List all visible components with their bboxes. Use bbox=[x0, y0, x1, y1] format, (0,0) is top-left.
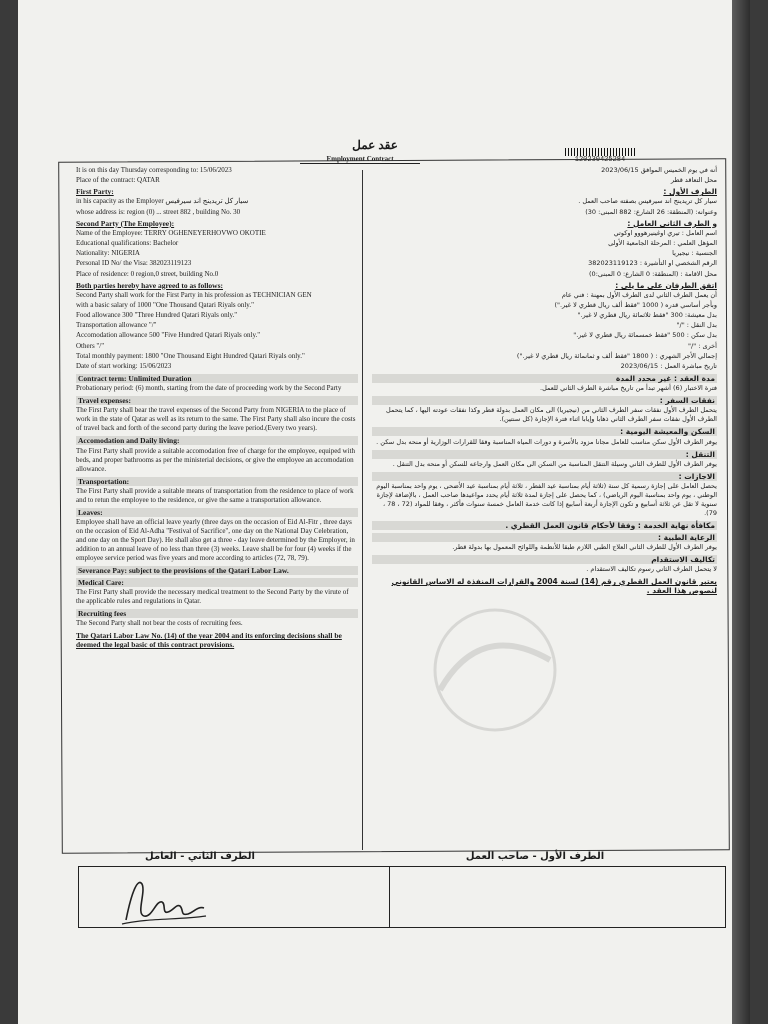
medical-heading-en: Medical Care: bbox=[76, 578, 358, 587]
food-allowance-ar: بدل معيشة: 300 "فقط ثلاثمائة ريال قطري لا غير." bbox=[577, 311, 717, 320]
second-party-heading-ar: و الطرف الثاني العامل : bbox=[627, 218, 717, 228]
nationality-ar: الجنسية : نيجيريا bbox=[672, 249, 717, 258]
severance-heading-ar: مكافأة نهاية الخدمة : وفقا لأحكام قانون العمل القطري . bbox=[372, 521, 717, 530]
leaves-text-ar: يحصل العامل على إجازة رسمية كل سنة (ثلاثة أيام بمناسبة عيد الفطر ، ثلاثة أيام بمناسبة عيد الأضحى ، يوم واحد بمناسبة اليوم الوطني ، يوم واحد بمناسبة اليوم الرياضي) ، كما يحصل على إجازة لمدة ثلاثة أيام يحدد مواعيدها صاحب العمل ، بالإضافة لإجازة سنوية لا تقل عن ثلاثة أسابيع و تكون الإجازة أربعة أسابيع إذا كانت خدمة العامل خمسة سنوات فأكثر ، وفقا للمواد (72 ، 78 ، 79). bbox=[376, 481, 717, 517]
accommodation-text-ar: يوفر الطرف الأول سكن مناسب للعامل مجانا مزود بالأسرة و دورات المياه المناسبة وفقا للقرارات الوزارية أو منحه بدل سكن . bbox=[376, 437, 717, 446]
transport-heading-en: Transportation: bbox=[76, 477, 358, 486]
reference-number: 120230425284 bbox=[574, 156, 626, 164]
place-en: Place of the contract: QATAR bbox=[76, 176, 160, 185]
travel-text-en: The First Party shall bear the travel expenses of the Second Party from NIGERIA to the place of work in the state of Qatar as well as its return to the same. The First Party shall also incure the costs of travel back and forth of the second party during the leave period.(Every two years). bbox=[76, 406, 356, 433]
residence-ar: محل الاقامة : (المنطقة: 0 الشارع: 0 المبنى:0) bbox=[589, 269, 717, 278]
first-party-address-en: whose address is: region (0) ... street 882 , building No. 30 bbox=[76, 207, 241, 216]
first-party-capacity-en: in his capacity as the Employer سيار كل تريدينج اند سيرفيس bbox=[76, 197, 249, 206]
work-en: Second Party shall work for the First Party in his profession as TECHNICIAN GEN bbox=[76, 290, 312, 299]
recruit-heading-ar: تكاليف الاستقدام bbox=[372, 555, 717, 564]
salary-ar: وبأجر أساسي قدره ( 1000 "فقط ألف ريال قطري لا غير.") bbox=[554, 300, 717, 309]
first-party-heading-ar: الطرف الأول : bbox=[663, 187, 717, 197]
contract-term-en: Contract term: Unlimited Duration bbox=[76, 374, 358, 383]
personal-id-ar: الرقم الشخصي او التأشيرة : 382023119123 bbox=[588, 259, 717, 268]
column-divider bbox=[362, 170, 363, 850]
recruit-text-ar: لا يتحمل الطرف الثاني رسوم تكاليف الاستقدام . bbox=[586, 565, 717, 574]
transport-allowance-en: Transportation allowance "/" bbox=[76, 321, 157, 330]
place-ar: محل التعاقد قطر bbox=[670, 176, 717, 185]
first-party-capacity-ar: سيار كل تريدينج اند سيرفيس بصفته صاحب العمل . bbox=[578, 197, 717, 206]
medical-text-en: The First Party shall provide the necessary medical treatment to the Second Party by the virute of the applicable rules and regulations in Qatar. bbox=[76, 588, 349, 606]
transport-heading-ar: التنقل : bbox=[372, 450, 717, 459]
accommodation-allowance-ar: بدل سكن : 500 "فقط خمسمائة ريال قطري لا غير." bbox=[573, 331, 717, 340]
accommodation-heading-ar: السكن والمعيشة اليومية : bbox=[372, 427, 717, 436]
total-payment-en: Total monthly payment: 1800 "One Thousand Eight Hundred Qatari Riyals only." bbox=[76, 351, 305, 360]
probation-en: Probationary period: (6) month, starting from the date of proceeding work by the Second Party bbox=[76, 384, 342, 393]
title-english: Employment Contract bbox=[300, 155, 420, 164]
employee-name-ar: اسم العامل : تيري اوغينيرهووو اوكوتي bbox=[613, 228, 717, 237]
travel-text-ar: يتحمل الطرف الأول نفقات سفر الطرف الثاني من (نيجيريا) الى مكان العمل بدولة قطر وكذا نفقات عودته اليها ، كما يتحمل الطرف الأول نفقات سفر الطرف الثاني ذهابا وإيابا اثناء فترة الإجازة (كل سنتين). bbox=[386, 406, 717, 424]
english-column bbox=[76, 166, 358, 651]
handwritten-signature bbox=[118, 870, 208, 930]
accommodation-text-en: The First Party shall provide a suitable accomodation free of charge for the employee, equiped with beds, and proper bathrooms as per the ministerial decisions, or give the employee an accomodation allowance. bbox=[76, 446, 356, 473]
others-ar: أخرى : "/" bbox=[688, 341, 717, 350]
start-date-ar: تاريخ مباشرة العمل : 2023/06/15 bbox=[620, 362, 717, 370]
arabic-column bbox=[372, 166, 717, 597]
barcode-icon bbox=[565, 148, 635, 156]
residence-en: Place of residence: 0 region,0 street, building No.0 bbox=[76, 269, 219, 278]
law-text-en: The Qatari Labor Law No. (14) of the year 2004 and its enforcing decisions shall be deemed the legal basic of this contract provisions. bbox=[76, 631, 342, 650]
probation-ar: فترة الاختبار (6) أشهر تبدأ من تاريخ مباشرة الطرف الثاني للعمل. bbox=[540, 384, 717, 393]
food-allowance-en: Food allowance 300 "Three Hundred Qatari Riyals only." bbox=[76, 311, 238, 320]
second-party-heading-en: Second Party (The Employee): bbox=[76, 218, 175, 228]
salary-en: with a basic salary of 1000 "One Thousand Qatari Riyals only." bbox=[76, 300, 254, 309]
transport-text-ar: يوفر الطرف الأول للطرف الثاني وسيلة التنقل المناسبة من السكن الى مكان العمل وارجاعه للسكن أو منحه بدل التنقل . bbox=[392, 459, 717, 468]
intro-en: It is on this day Thursday corresponding to: 15/06/2023 bbox=[76, 166, 232, 174]
travel-heading-en: Travel expenses: bbox=[76, 396, 358, 405]
medical-heading-ar: الرعاية الطبية : bbox=[372, 533, 717, 542]
first-party-signature-label: الطرف الأول - صاحب العمل bbox=[465, 851, 605, 862]
page-edge-shadow bbox=[732, 0, 750, 1024]
accommodation-allowance-en: Accomodation allowance 500 "Five Hundred Qatari Riyals only." bbox=[76, 331, 261, 340]
work-ar: أن يعمل الطرف الثاني لدى الطرف الأول بمهنة : فني عام bbox=[561, 290, 717, 299]
others-en: Others "/" bbox=[76, 341, 105, 350]
personal-id-en: Personal ID No/ the Visa: 382023119123 bbox=[76, 259, 192, 268]
first-party-address-ar: وعنوانه: (المنطقة: 26 الشارع: 882 المبنى: 30) bbox=[585, 207, 717, 216]
start-date-en: Date of start working: 15/06/2023 bbox=[76, 362, 172, 370]
accommodation-heading-en: Accomodation and Daily living: bbox=[76, 436, 358, 445]
leaves-heading-ar: الاجازات : bbox=[372, 472, 717, 481]
contract-term-ar: مدة العقد : غير محدد المدة bbox=[372, 374, 717, 383]
total-payment-ar: إجمالي الأجر الشهري : ( 1800 "فقط ألف و ثمانمائة ريال قطري لا غير.") bbox=[516, 351, 717, 360]
recruit-text-en: The Second Party shall not bear the costs of recruiting fees. bbox=[76, 619, 243, 628]
leaves-heading-en: Leaves: bbox=[76, 508, 358, 517]
education-ar: المؤهل العلمي : المرحلة الجامعية الأولى bbox=[608, 238, 717, 247]
education-en: Educational qualifications: Bachelor bbox=[76, 238, 179, 247]
intro-ar: أنه في يوم الخميس الموافق 2023/06/15 bbox=[601, 166, 717, 174]
transport-allowance-ar: بدل النقل : "/" bbox=[676, 321, 717, 330]
title-arabic: عقد عمل bbox=[352, 138, 398, 152]
recruit-heading-en: Recruiting fees bbox=[76, 609, 358, 618]
faint-stamp-watermark bbox=[420, 600, 570, 740]
agreed-heading-ar: اتفق الطرفان على ما يلي : bbox=[615, 280, 717, 290]
medical-text-ar: يوفر الطرف الأول للطرف الثاني العلاج الطبي اللازم طبقا للأنظمة واللوائح المعمول بها بدولة قطر. bbox=[452, 543, 717, 552]
law-text-ar: يعتبر قانون العمل القطري رقم (14) لسنة 2004 والقرارات المنفذة له الاساس القانوني لنصوص هذا العقد . bbox=[391, 577, 717, 596]
agreed-heading-en: Both parties hereby have agreed to as follows: bbox=[76, 280, 224, 290]
first-party-heading-en: First Party: bbox=[76, 187, 114, 197]
nationality-en: Nationality: NIGERIA bbox=[76, 249, 140, 258]
leaves-text-en: Employee shall have an official leave yearly (three days on the occasion of Eid Al-Fitr , three days on the occasion of Eid Al-Adha "Festival of Sacrifice", one day on the National Day Celebration, and one day on the Sport Day). He shall also get a three - day leave determined by the Employer, in addition to an annual leave of no less than three (3) weeks. Leave shall be for four (4) weeks if the employee service period was five years and more according to articles (72, 78, 79). bbox=[76, 517, 355, 562]
travel-heading-ar: نفقات السفر : bbox=[372, 396, 717, 405]
second-party-signature-label: الطرف الثاني - العامل bbox=[145, 851, 255, 862]
severance-heading-en: Severance Pay: subject to the provisions of the Qatari Labor Law. bbox=[76, 566, 358, 575]
employee-name-en: Name of the Employee: TERRY OGHENEYERHOVWO OKOTIE bbox=[76, 228, 266, 237]
transport-text-en: The First Party shall provide a suitable means of transportation from the residence to place of work and to retun the employee to the residence, or give the same a transportation allowance. bbox=[76, 486, 354, 504]
